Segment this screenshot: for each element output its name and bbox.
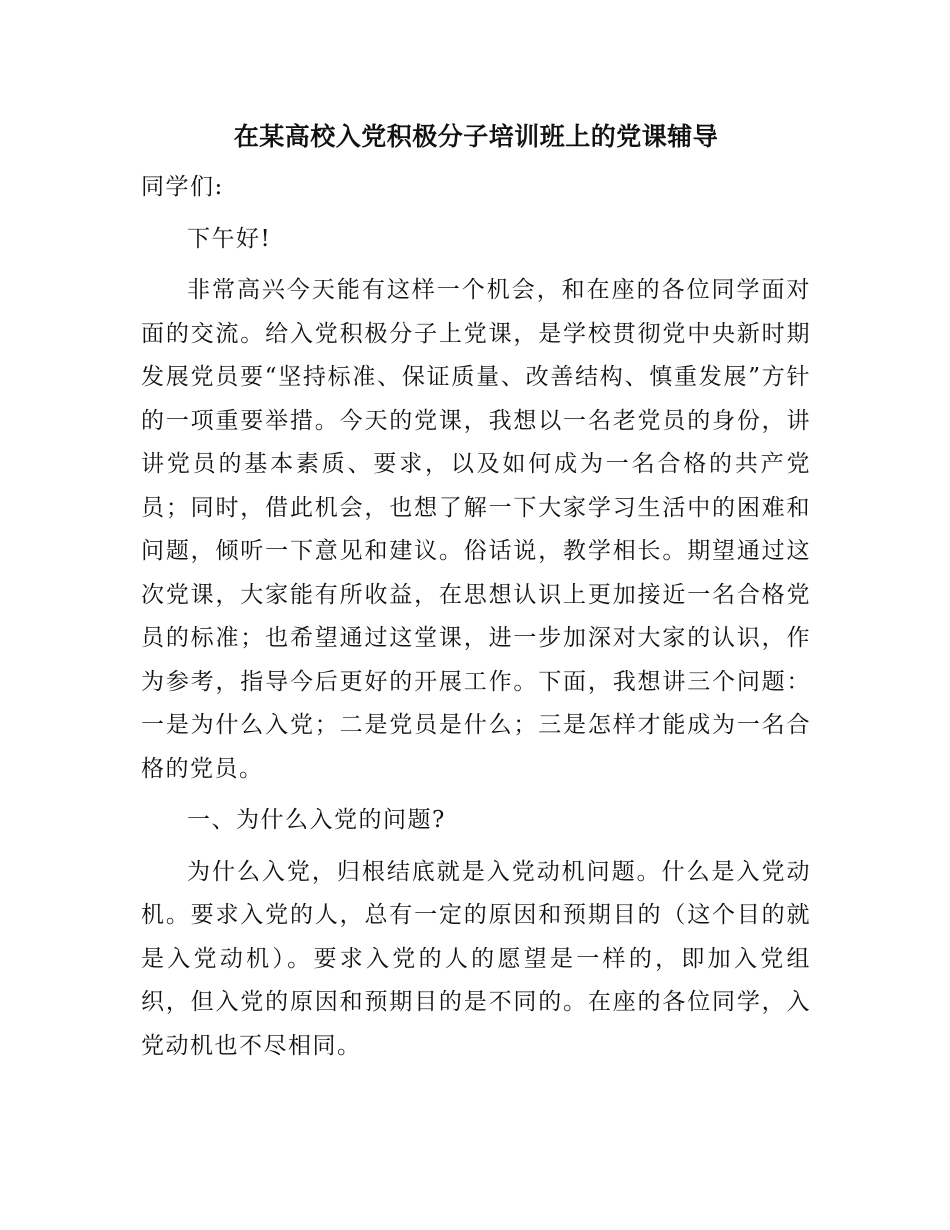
section-paragraph: 为什么入党，归根结底就是入党动机问题。什么是入党动机。要求入党的人，总有一定的原因和预期目的（这个目的就是入党动机）。要求入党的人的愿望是一样的，即加入党组织，但入党的原因和预期目的是不同的。在座的各位同学，入党动机也不尽相同。	[141, 858, 811, 1059]
greeting: 下午好!	[187, 225, 272, 252]
section-heading: 一、为什么入党的问题?	[187, 807, 446, 833]
salutation: 同学们:	[141, 174, 224, 200]
document-title: 在某高校入党积极分子培训班上的党课辅导	[233, 122, 719, 151]
document-page	[141, 112, 811, 1068]
intro-paragraph: 非常高兴今天能有这样一个机会，和在座的各位同学面对面的交流。给入党积极分子上党课，是学校贯彻党中央新时期发展党员要“坚持标准、保证质量、改善结构、慎重发展”方针的一项重要举措。今天的党课，我想以一名老党员的身份，讲讲党员的基本素质、要求，以及如何成为一名合格的共产党员；同时，借此机会，也想了解一下大家学习生活中的困难和问题，倾听一下意见和建议。俗话说，教学相长。期望通过这次党课，大家能有所收益，在思想认识上更加接近一名合格党员的标准；也希望通过这堂课，进一步加深对大家的认识，作为参考，指导今后更好的开展工作。下面，我想讲三个问题：一是为什么入党；二是党员是什么；三是怎样才能成为一名合格的党员。	[141, 277, 811, 782]
